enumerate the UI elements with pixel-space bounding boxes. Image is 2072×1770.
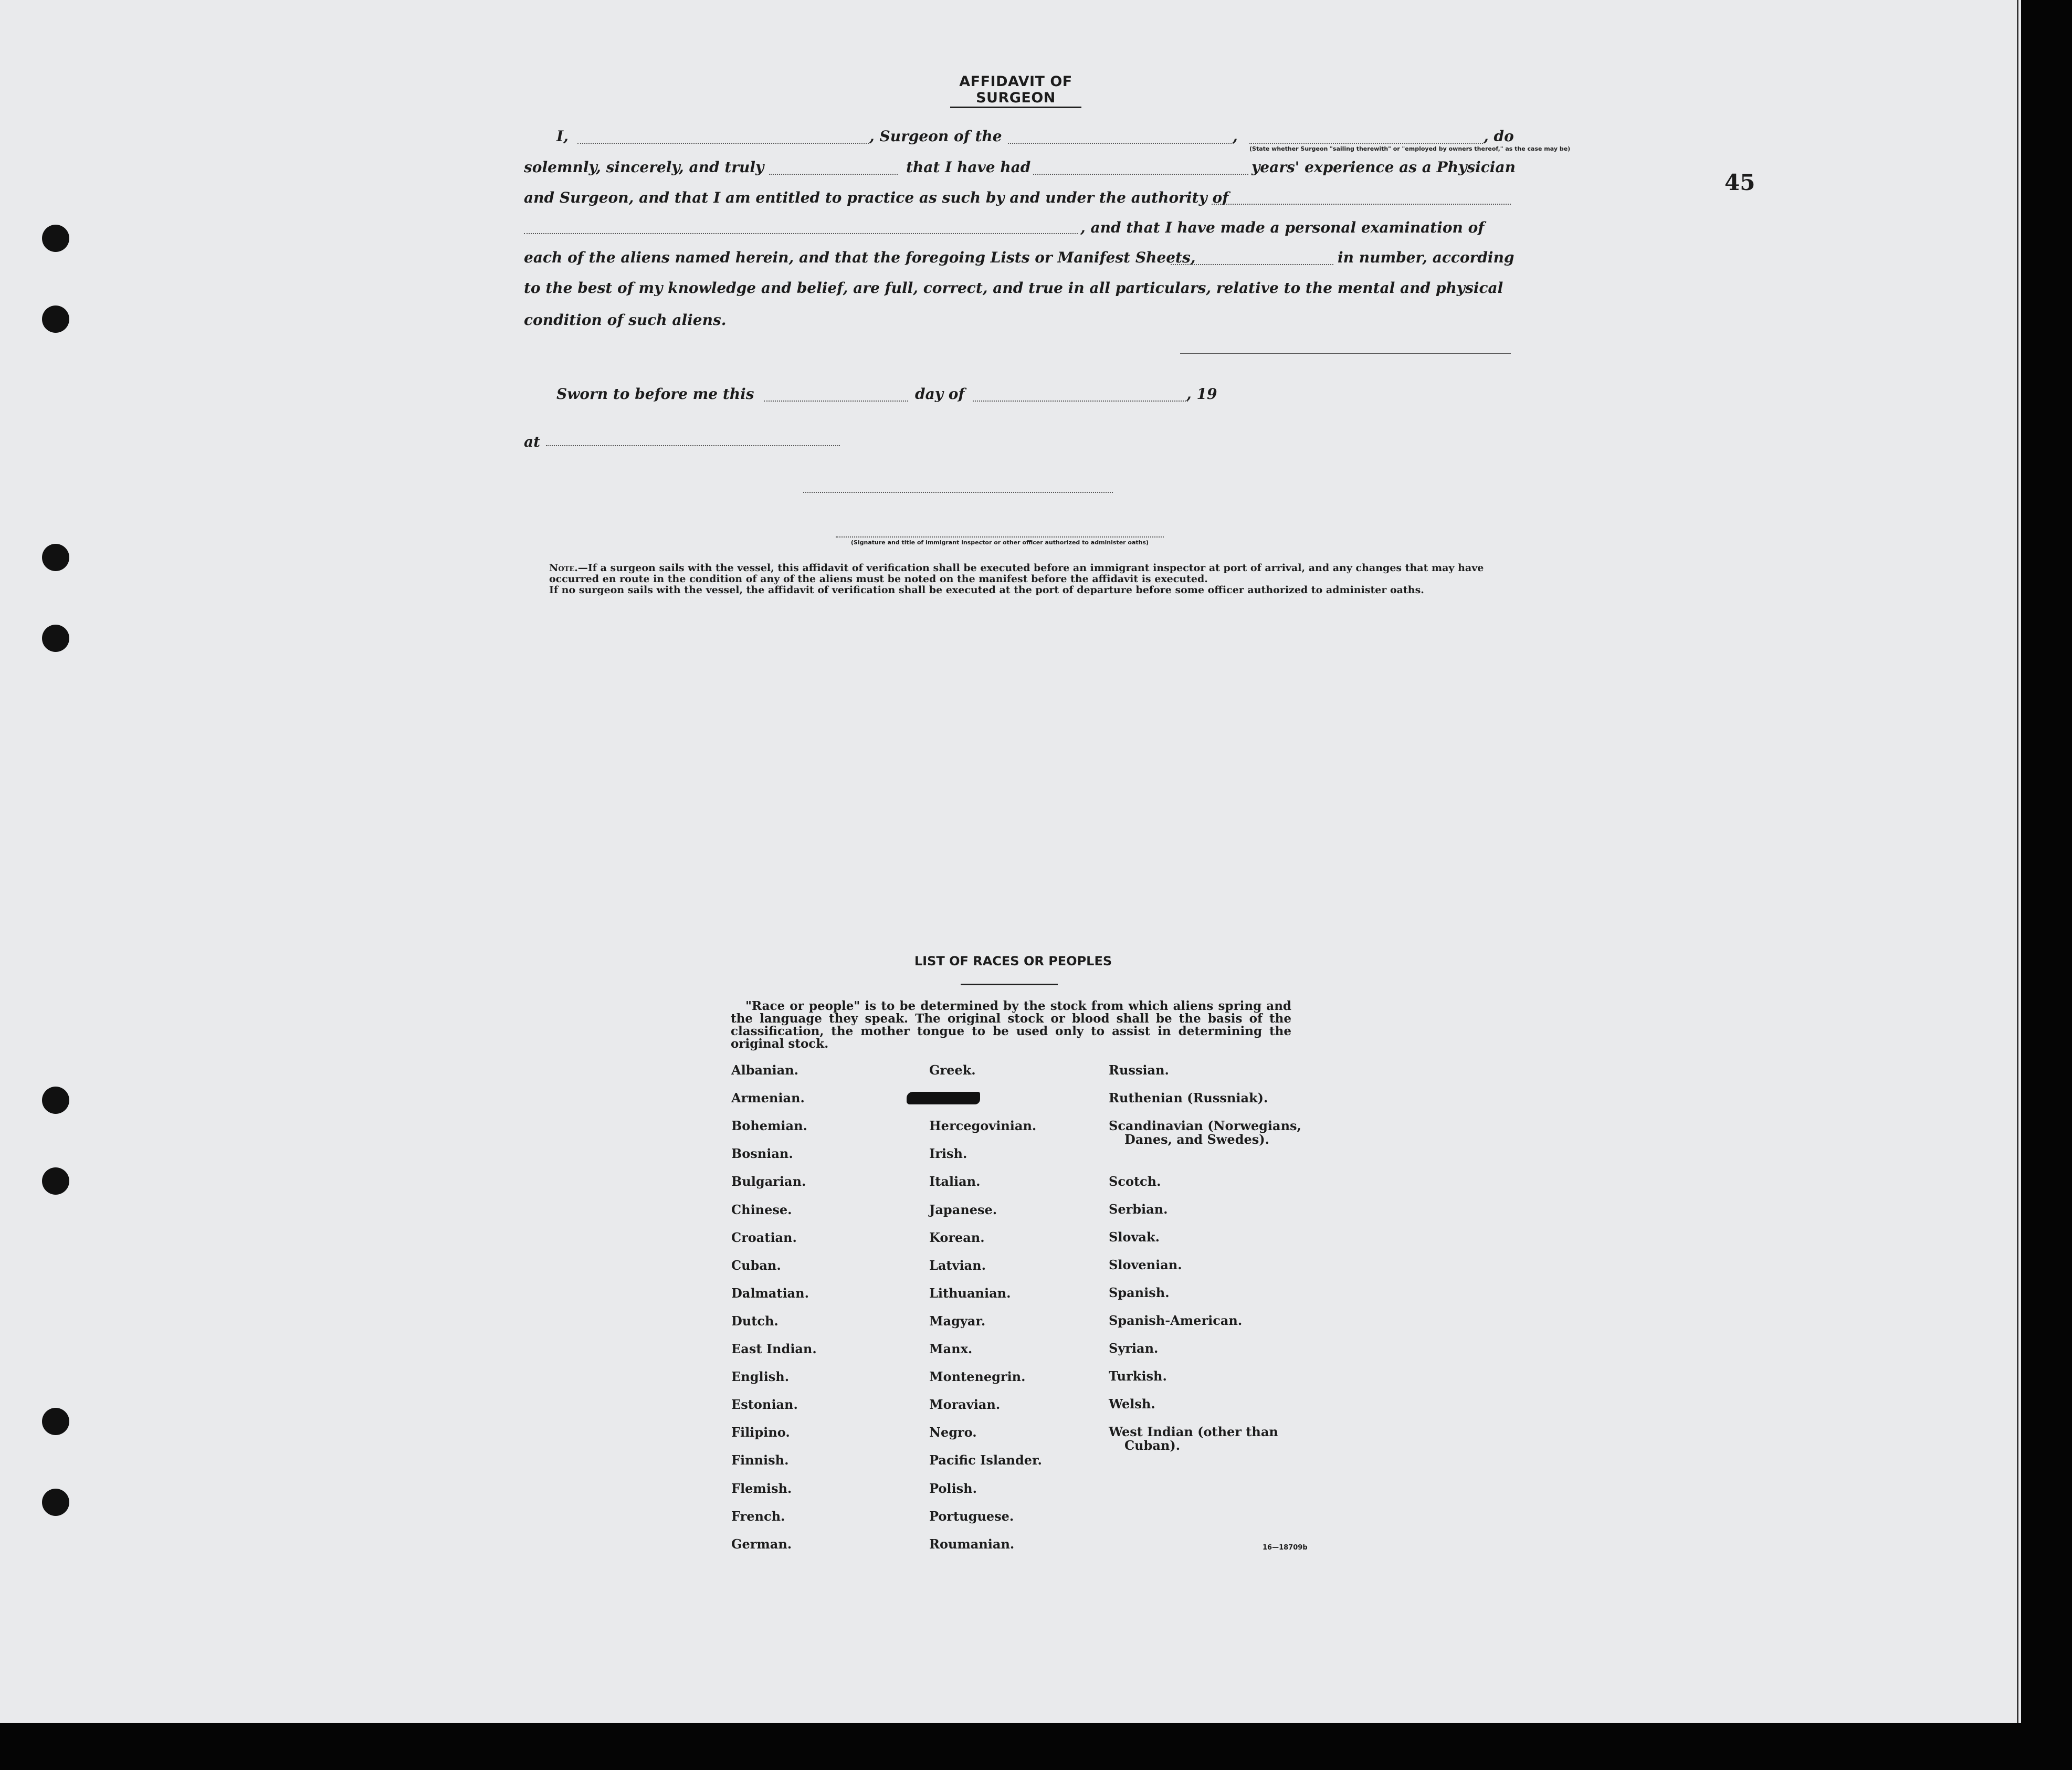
race-item: Scandinavian (Norwegians, — [1109, 1118, 1301, 1133]
race-item: Montenegrin. — [929, 1369, 1026, 1385]
race-item: East Indian. — [731, 1341, 817, 1356]
race-item: Ruthenian (Russniak). — [1109, 1090, 1268, 1105]
punch-hole — [42, 625, 69, 652]
race-item: Japanese. — [929, 1202, 997, 1217]
affidavit-line-3 — [524, 189, 1511, 210]
title-underline — [950, 107, 1081, 108]
race-item: Flemish. — [731, 1480, 792, 1496]
sworn-place-field[interactable] — [546, 445, 840, 446]
race-item: Latvian. — [929, 1257, 986, 1273]
race-item: Portuguese. — [929, 1508, 1014, 1524]
text: , and that I have made a personal examination of — [1080, 219, 1485, 236]
affidavit-line-2 — [524, 159, 1516, 180]
note-text-1: —If a surgeon sails with the vessel, this affidavit of verification shall be executed before an immigrant inspector at port of arrival, and any changes that may have occurred en route in the condition of any of the aliens must be noted on the manifest before the affidavit is executed. — [549, 562, 1484, 585]
text: at — [524, 433, 541, 450]
race-item: Cuban). — [1124, 1438, 1181, 1453]
sworn-day-field[interactable] — [764, 401, 908, 402]
text: in number, according — [1338, 249, 1514, 266]
race-item: Roumanian. — [929, 1536, 1015, 1552]
race-item: Slovak. — [1109, 1229, 1160, 1245]
affidavit-line-5 — [524, 249, 1514, 270]
race-item: Bohemian. — [731, 1118, 807, 1134]
race-item: Negro. — [929, 1425, 977, 1440]
text: solemnly, sincerely, and truly — [524, 159, 764, 176]
race-item: Moravian. — [929, 1397, 1001, 1413]
race-item: Cuban. — [731, 1257, 781, 1273]
years-experience-field[interactable] — [1033, 174, 1248, 175]
page-number: 45 — [1724, 170, 1755, 195]
sheet-count-field[interactable] — [1171, 264, 1333, 265]
race-item: Chinese. — [731, 1202, 792, 1217]
text: condition of such aliens. — [524, 311, 727, 329]
text: , 19 — [1186, 385, 1217, 403]
text: Sworn to before me this — [556, 385, 754, 403]
race-item: Dutch. — [731, 1313, 779, 1329]
surgeon-status-field[interactable] — [1249, 143, 1483, 144]
race-item: English. — [731, 1369, 790, 1385]
affidavit-note — [524, 563, 1511, 596]
race-item: Danes, and Swedes). — [1124, 1132, 1269, 1147]
race-item: Manx. — [929, 1341, 973, 1356]
punch-hole — [42, 305, 69, 333]
race-item: Russian. — [1109, 1062, 1169, 1078]
inspector-title-line[interactable] — [836, 536, 1164, 538]
race-item: Spanish. — [1109, 1285, 1170, 1300]
races-title: LIST OF RACES OR PEOPLES — [914, 954, 1112, 968]
text: each of the aliens named herein, and that the foregoing Lists or Manifest Sheets, — [524, 249, 1196, 266]
text: that I have had — [906, 159, 1031, 176]
text: years' experience as a Physician — [1251, 159, 1516, 176]
sworn-month-field[interactable] — [973, 401, 1188, 402]
note-label: Note. — [549, 562, 578, 574]
race-item: Pacific Islander. — [929, 1452, 1042, 1468]
affidavit-line-4 — [524, 219, 1511, 240]
text: day of — [915, 385, 965, 403]
punch-hole — [42, 544, 69, 571]
surgeon-name-field[interactable] — [577, 143, 869, 144]
text: , — [1233, 128, 1238, 145]
sworn-line — [524, 385, 1511, 406]
race-item: Hercegovinian. — [929, 1118, 1037, 1134]
text: , Surgeon of the — [869, 128, 1002, 145]
race-item: Bulgarian. — [731, 1174, 806, 1189]
races-title-underline — [961, 984, 1058, 985]
text: and Surgeon, and that I am entitled to practice as such by and under the authority of — [524, 189, 1229, 206]
race-item: Filipino. — [731, 1425, 790, 1440]
race-item: Albanian. — [731, 1062, 798, 1078]
affidavit-line-7 — [524, 311, 1511, 332]
text: I, — [556, 128, 569, 145]
race-item: Syrian. — [1109, 1341, 1159, 1356]
oath-field[interactable] — [769, 174, 898, 175]
punch-hole — [42, 225, 69, 252]
punch-hole — [42, 1087, 69, 1114]
text: to the best of my knowledge and belief, are full, correct, and true in all particulars, relative to the mental and physical — [524, 279, 1503, 297]
note-text-2: If no surgeon sails with the vessel, the affidavit of verification shall be executed at the port of departure before some officer authorized to administer oaths. — [549, 584, 1424, 596]
race-item: Bosnian. — [731, 1146, 793, 1162]
ink-smudge — [907, 1092, 980, 1104]
intro-paragraph: "Race or people" is to be determined by the stock from which aliens spring and the language they speak. The original stock or blood shall be the basis of the classification, the mother tongue to be used only to assist in determining the original stock. — [731, 999, 1291, 1051]
race-item: Lithuanian. — [929, 1285, 1011, 1301]
punch-hole — [42, 1167, 69, 1195]
race-item: Italian. — [929, 1174, 981, 1189]
races-intro — [731, 1000, 1291, 1050]
punch-hole — [42, 1489, 69, 1516]
form-number: 16—18709b — [1263, 1544, 1308, 1552]
race-item: Estonian. — [731, 1397, 798, 1413]
race-item: Greek. — [929, 1062, 976, 1078]
race-item: Serbian. — [1109, 1202, 1168, 1217]
signature-caption: (Signature and title of immigrant inspector or other officer authorized to administer oaths) — [850, 539, 1149, 546]
vessel-name-field[interactable] — [1008, 143, 1234, 144]
affidavit-title: AFFIDAVIT OF SURGEON — [959, 73, 1072, 106]
race-item: French. — [731, 1508, 785, 1524]
race-item: Welsh. — [1109, 1396, 1155, 1411]
surgeon-signature-line[interactable] — [1180, 353, 1511, 354]
inspector-signature-line[interactable] — [803, 492, 1113, 493]
race-item: Spanish-American. — [1109, 1313, 1243, 1328]
race-item: Armenian. — [731, 1090, 805, 1106]
affidavit-line-6 — [524, 279, 1511, 300]
race-item: Dalmatian. — [731, 1285, 809, 1301]
text: , do — [1484, 128, 1514, 145]
race-item: Finnish. — [731, 1452, 789, 1468]
authority-field[interactable] — [1212, 204, 1511, 205]
race-item: German. — [731, 1536, 792, 1552]
status-field-note: (State whether Surgeon "sailing therewith" or "employed by owners thereof," as the case may be) — [1249, 145, 1571, 152]
race-item: Scotch. — [1109, 1174, 1161, 1189]
race-item: Irish. — [929, 1146, 967, 1162]
race-item: West Indian (other than — [1109, 1424, 1278, 1439]
race-item: Korean. — [929, 1229, 985, 1245]
race-item: Magyar. — [929, 1313, 986, 1329]
page-edge — [2017, 0, 2018, 1723]
race-item: Turkish. — [1109, 1368, 1167, 1384]
race-item: Polish. — [929, 1480, 977, 1496]
race-item: Slovenian. — [1109, 1257, 1182, 1272]
race-item: Croatian. — [731, 1229, 797, 1245]
punch-hole — [42, 1408, 69, 1435]
at-line — [524, 433, 1511, 454]
